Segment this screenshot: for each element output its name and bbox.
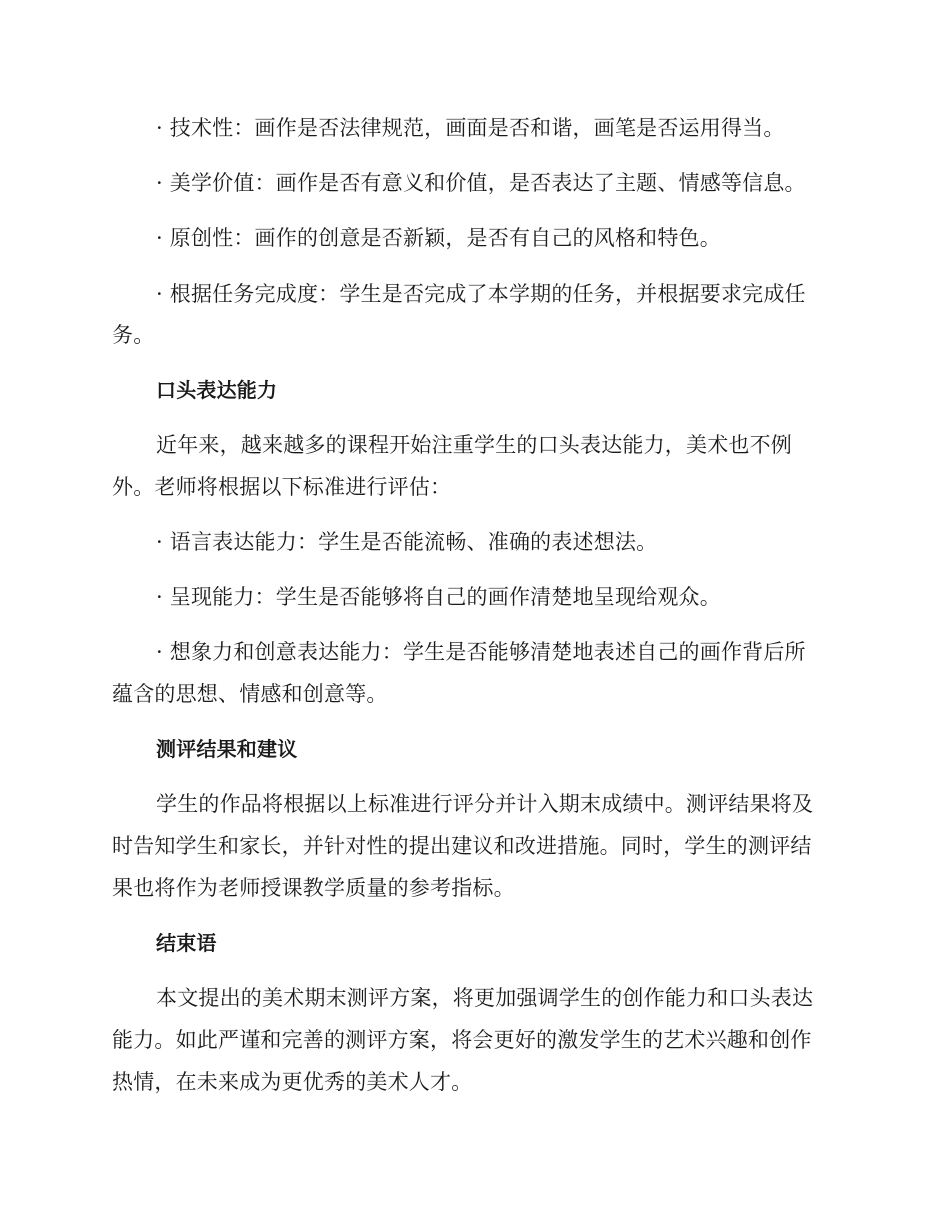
bullet-imagination: · 想象力和创意表达能力：学生是否能够清楚地表述自己的画作背后所 (156, 640, 806, 664)
oral-intro-line-2: 外。老师将根据以下标准进行评估： (112, 475, 452, 499)
conclusion-line-3: 热情，在未来成为更优秀的美术人才。 (112, 1070, 473, 1094)
section-heading-conclusion: 结束语 (156, 931, 217, 955)
conclusion-line-2: 能力。如此严谨和完善的测评方案，将会更好的激发学生的艺术兴趣和创作 (112, 1028, 812, 1052)
section-heading-oral: 口头表达能力 (156, 378, 278, 402)
conclusion-line-1: 本文提出的美术期末测评方案，将更加强调学生的创作能力和口头表达 (156, 986, 814, 1010)
bullet-task-completion: · 根据任务完成度：学生是否完成了本学期的任务，并根据要求完成任 (156, 282, 806, 306)
bullet-aesthetic-value: · 美学价值：画作是否有意义和价值，是否表达了主题、情感等信息。 (156, 171, 806, 195)
results-line-2: 时告知学生和家长，并针对性的提出建议和改进措施。同时，学生的测评结 (112, 834, 812, 858)
bullet-technique: · 技术性：画作是否法律规范，画面是否和谐，画笔是否运用得当。 (156, 116, 785, 140)
bullet-originality: · 原创性：画作的创意是否新颖，是否有自己的风格和特色。 (156, 226, 721, 250)
results-line-1: 学生的作品将根据以上标准进行评分并计入期末成绩中。测评结果将及 (156, 792, 814, 816)
section-heading-results: 测评结果和建议 (156, 737, 298, 761)
oral-intro-line-1: 近年来，越来越多的课程开始注重学生的口头表达能力，美术也不例 (156, 433, 792, 457)
bullet-task-completion-cont: 务。 (112, 323, 155, 347)
results-line-3: 果也将作为老师授课教学质量的参考指标。 (112, 876, 515, 900)
bullet-language-expression: · 语言表达能力：学生是否能流畅、准确的表述想法。 (156, 530, 658, 554)
bullet-imagination-cont: 蕴含的思想、情感和创意等。 (112, 682, 388, 706)
bullet-presentation: · 呈现能力：学生是否能够将自己的画作清楚地呈现给观众。 (156, 585, 721, 609)
